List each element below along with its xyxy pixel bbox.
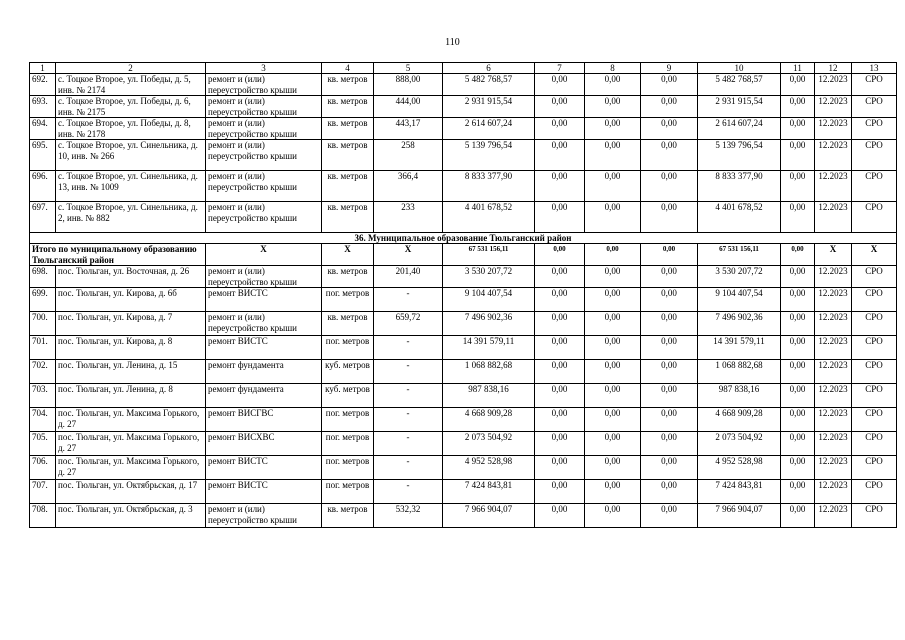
- quantity-cell: 258: [374, 140, 443, 171]
- unit-cell: куб. метров: [322, 360, 374, 384]
- total-cost-cell: 1 068 882,68: [443, 360, 535, 384]
- cost-cell: 4 952 528,98: [698, 456, 781, 480]
- table-row: [30, 480, 897, 504]
- cost-cell: 0,00: [641, 360, 698, 384]
- total-cost-cell: 5 139 796,54: [443, 140, 535, 171]
- cost-cell: 0,00: [641, 480, 698, 504]
- cost-cell: 1 068 882,68: [698, 360, 781, 384]
- cost-cell: 0,00: [585, 384, 641, 408]
- cost-cell: 0,00: [641, 96, 698, 118]
- cost-cell: 0,00: [535, 266, 585, 288]
- cost-cell: 0,00: [781, 288, 815, 312]
- cost-cell: 0,00: [641, 504, 698, 528]
- row-number: 704.: [30, 408, 56, 432]
- cost-cell: 2 931 915,54: [698, 96, 781, 118]
- total-cell: 67 531 156,11: [443, 244, 535, 266]
- cost-cell: 0,00: [585, 504, 641, 528]
- cost-cell: 0,00: [585, 171, 641, 202]
- row-number: 706.: [30, 456, 56, 480]
- cost-cell: 0,00: [641, 456, 698, 480]
- cost-cell: 0,00: [585, 96, 641, 118]
- work-type-cell: ремонт и (или) переустройство крыши: [206, 202, 322, 233]
- cost-cell: 0,00: [585, 456, 641, 480]
- cost-cell: 0,00: [535, 360, 585, 384]
- quantity-cell: -: [374, 432, 443, 456]
- cost-cell: 0,00: [781, 96, 815, 118]
- cost-cell: 2 614 607,24: [698, 118, 781, 140]
- total-cost-cell: 2 931 915,54: [443, 96, 535, 118]
- quantity-cell: -: [374, 288, 443, 312]
- table-row: [30, 74, 897, 96]
- row-number: 694.: [30, 118, 56, 140]
- cost-cell: 0,00: [641, 118, 698, 140]
- address-cell: пос. Тюльган, ул. Восточная, д. 26: [56, 266, 206, 288]
- row-number: 707.: [30, 480, 56, 504]
- deadline-cell: 12.2023: [815, 432, 852, 456]
- quantity-cell: 888,00: [374, 74, 443, 96]
- cost-cell: 0,00: [781, 202, 815, 233]
- cost-cell: 0,00: [535, 408, 585, 432]
- deadline-cell: 12.2023: [815, 336, 852, 360]
- unit-cell: кв. метров: [322, 312, 374, 336]
- cost-cell: 0,00: [641, 171, 698, 202]
- row-number: 703.: [30, 384, 56, 408]
- deadline-cell: 12.2023: [815, 266, 852, 288]
- work-type-cell: ремонт фундамента: [206, 384, 322, 408]
- total-cost-cell: 7 966 904,07: [443, 504, 535, 528]
- deadline-cell: 12.2023: [815, 480, 852, 504]
- cost-cell: 0,00: [535, 504, 585, 528]
- total-cost-cell: 4 401 678,52: [443, 202, 535, 233]
- cost-cell: 0,00: [585, 140, 641, 171]
- row-number: 692.: [30, 74, 56, 96]
- row-number: 693.: [30, 96, 56, 118]
- quantity-cell: 201,40: [374, 266, 443, 288]
- method-cell: СРО: [852, 504, 897, 528]
- cost-cell: 0,00: [535, 480, 585, 504]
- cost-cell: 0,00: [781, 312, 815, 336]
- row-number: 708.: [30, 504, 56, 528]
- address-cell: пос. Тюльган, ул. Максима Горького, д. 27: [56, 408, 206, 432]
- unit-cell: пог. метров: [322, 288, 374, 312]
- total-cost-cell: 987 838,16: [443, 384, 535, 408]
- table-row: [30, 202, 897, 233]
- cost-cell: 0,00: [781, 266, 815, 288]
- unit-cell: пог. метров: [322, 432, 374, 456]
- cost-cell: 0,00: [641, 266, 698, 288]
- table-row: [30, 336, 897, 360]
- cost-cell: 14 391 579,11: [698, 336, 781, 360]
- cost-cell: 0,00: [585, 360, 641, 384]
- address-cell: с. Тоцкое Второе, ул. Победы, д. 8, инв. № 2178: [56, 118, 206, 140]
- total-cell: X: [374, 244, 443, 266]
- cost-cell: 0,00: [641, 336, 698, 360]
- row-number: 699.: [30, 288, 56, 312]
- method-cell: СРО: [852, 118, 897, 140]
- work-type-cell: ремонт и (или) переустройство крыши: [206, 118, 322, 140]
- address-cell: с. Тоцкое Второе, ул. Синельника, д. 2, инв. № 882: [56, 202, 206, 233]
- work-type-cell: ремонт фундамента: [206, 360, 322, 384]
- unit-cell: кв. метров: [322, 118, 374, 140]
- quantity-cell: 366,4: [374, 171, 443, 202]
- capital-repair-table: [29, 62, 897, 528]
- row-number: 698.: [30, 266, 56, 288]
- deadline-cell: 12.2023: [815, 504, 852, 528]
- cost-cell: 0,00: [585, 480, 641, 504]
- deadline-cell: 12.2023: [815, 456, 852, 480]
- page-number: 110: [445, 37, 460, 48]
- cost-cell: 0,00: [781, 384, 815, 408]
- table-row: [30, 408, 897, 432]
- cost-cell: 0,00: [535, 456, 585, 480]
- method-cell: СРО: [852, 140, 897, 171]
- cost-cell: 0,00: [535, 312, 585, 336]
- header-cell: 7: [535, 63, 585, 74]
- method-cell: СРО: [852, 74, 897, 96]
- cost-cell: 0,00: [535, 140, 585, 171]
- work-type-cell: ремонт ВИСТС: [206, 336, 322, 360]
- header-cell: 4: [322, 63, 374, 74]
- work-type-cell: ремонт и (или) переустройство крыши: [206, 96, 322, 118]
- unit-cell: куб. метров: [322, 384, 374, 408]
- cost-cell: 0,00: [535, 288, 585, 312]
- table-row: [30, 384, 897, 408]
- header-cell: 8: [585, 63, 641, 74]
- method-cell: СРО: [852, 202, 897, 233]
- method-cell: СРО: [852, 480, 897, 504]
- deadline-cell: 12.2023: [815, 360, 852, 384]
- row-number: 702.: [30, 360, 56, 384]
- quantity-cell: 659,72: [374, 312, 443, 336]
- work-type-cell: ремонт и (или) переустройство крыши: [206, 74, 322, 96]
- cost-cell: 4 668 909,28: [698, 408, 781, 432]
- quantity-cell: -: [374, 480, 443, 504]
- cost-cell: 0,00: [781, 456, 815, 480]
- header-cell: 6: [443, 63, 535, 74]
- address-cell: с. Тоцкое Второе, ул. Победы, д. 5, инв. № 2174: [56, 74, 206, 96]
- quantity-cell: -: [374, 408, 443, 432]
- total-cell: 0,00: [585, 244, 641, 266]
- unit-cell: пог. метров: [322, 456, 374, 480]
- address-cell: пос. Тюльган, ул. Октябрьская, д. 17: [56, 480, 206, 504]
- work-type-cell: ремонт и (или) переустройство крыши: [206, 266, 322, 288]
- work-type-cell: ремонт ВИСХВС: [206, 432, 322, 456]
- cost-cell: 0,00: [781, 140, 815, 171]
- work-type-cell: ремонт ВИСТС: [206, 456, 322, 480]
- quantity-cell: -: [374, 456, 443, 480]
- table-row: [30, 266, 897, 288]
- total-cell: 0,00: [641, 244, 698, 266]
- cost-cell: 0,00: [781, 74, 815, 96]
- deadline-cell: 12.2023: [815, 118, 852, 140]
- cost-cell: 0,00: [535, 202, 585, 233]
- quantity-cell: -: [374, 336, 443, 360]
- total-cost-cell: 14 391 579,11: [443, 336, 535, 360]
- total-cell: 0,00: [781, 244, 815, 266]
- total-cost-cell: 2 073 504,92: [443, 432, 535, 456]
- table-row: [30, 118, 897, 140]
- total-cost-cell: 5 482 768,57: [443, 74, 535, 96]
- cost-cell: 0,00: [641, 384, 698, 408]
- total-label: Итого по муниципальному образованию Тюльганский район: [30, 244, 206, 266]
- header-cell: 5: [374, 63, 443, 74]
- method-cell: СРО: [852, 432, 897, 456]
- address-cell: пос. Тюльган, ул. Максима Горького, д. 27: [56, 456, 206, 480]
- header-cell: 11: [781, 63, 815, 74]
- method-cell: СРО: [852, 288, 897, 312]
- cost-cell: 0,00: [641, 140, 698, 171]
- cost-cell: 0,00: [585, 202, 641, 233]
- cost-cell: 0,00: [781, 504, 815, 528]
- cost-cell: 5 482 768,57: [698, 74, 781, 96]
- cost-cell: 2 073 504,92: [698, 432, 781, 456]
- header-cell: 2: [56, 63, 206, 74]
- unit-cell: кв. метров: [322, 171, 374, 202]
- quantity-cell: 443,17: [374, 118, 443, 140]
- row-number: 697.: [30, 202, 56, 233]
- total-cost-cell: 4 668 909,28: [443, 408, 535, 432]
- method-cell: СРО: [852, 456, 897, 480]
- work-type-cell: ремонт и (или) переустройство крыши: [206, 504, 322, 528]
- total-cost-cell: 9 104 407,54: [443, 288, 535, 312]
- method-cell: СРО: [852, 171, 897, 202]
- deadline-cell: 12.2023: [815, 312, 852, 336]
- cost-cell: 0,00: [641, 202, 698, 233]
- cost-cell: 8 833 377,90: [698, 171, 781, 202]
- cost-cell: 0,00: [585, 288, 641, 312]
- cost-cell: 0,00: [781, 336, 815, 360]
- table-row: [30, 288, 897, 312]
- address-cell: с. Тоцкое Второе, ул. Победы, д. 6, инв. № 2175: [56, 96, 206, 118]
- table-row: [30, 312, 897, 336]
- cost-cell: 4 401 678,52: [698, 202, 781, 233]
- table-row: [30, 432, 897, 456]
- total-cell: X: [815, 244, 852, 266]
- method-cell: СРО: [852, 384, 897, 408]
- quantity-cell: 233: [374, 202, 443, 233]
- cost-cell: 7 966 904,07: [698, 504, 781, 528]
- quantity-cell: -: [374, 360, 443, 384]
- cost-cell: 0,00: [641, 432, 698, 456]
- method-cell: СРО: [852, 96, 897, 118]
- cost-cell: 7 424 843,81: [698, 480, 781, 504]
- cost-cell: 0,00: [535, 74, 585, 96]
- unit-cell: кв. метров: [322, 140, 374, 171]
- cost-cell: 9 104 407,54: [698, 288, 781, 312]
- address-cell: пос. Тюльган, ул. Максима Горького, д. 27: [56, 432, 206, 456]
- address-cell: с. Тоцкое Второе, ул. Синельника, д. 10, инв. № 266: [56, 140, 206, 171]
- cost-cell: 0,00: [585, 432, 641, 456]
- total-cost-cell: 7 424 843,81: [443, 480, 535, 504]
- row-number: 700.: [30, 312, 56, 336]
- table-row: [30, 171, 897, 202]
- cost-cell: 0,00: [641, 408, 698, 432]
- cost-cell: 0,00: [535, 432, 585, 456]
- table-body: [30, 63, 897, 528]
- deadline-cell: 12.2023: [815, 202, 852, 233]
- address-cell: пос. Тюльган, ул. Ленина, д. 8: [56, 384, 206, 408]
- total-cost-cell: 8 833 377,90: [443, 171, 535, 202]
- cost-cell: 0,00: [585, 408, 641, 432]
- table-row: [30, 360, 897, 384]
- cost-cell: 0,00: [585, 336, 641, 360]
- cost-cell: 0,00: [641, 74, 698, 96]
- address-cell: пос. Тюльган, ул. Кирова, д. 8: [56, 336, 206, 360]
- cost-cell: 0,00: [535, 118, 585, 140]
- table-row: [30, 96, 897, 118]
- cost-cell: 0,00: [781, 408, 815, 432]
- work-type-cell: ремонт ВИСТС: [206, 288, 322, 312]
- cost-cell: 0,00: [781, 118, 815, 140]
- deadline-cell: 12.2023: [815, 384, 852, 408]
- deadline-cell: 12.2023: [815, 171, 852, 202]
- unit-cell: пог. метров: [322, 408, 374, 432]
- cost-cell: 0,00: [641, 288, 698, 312]
- unit-cell: кв. метров: [322, 504, 374, 528]
- cost-cell: 0,00: [641, 312, 698, 336]
- row-number: 701.: [30, 336, 56, 360]
- work-type-cell: ремонт и (или) переустройство крыши: [206, 140, 322, 171]
- work-type-cell: ремонт ВИСГВС: [206, 408, 322, 432]
- row-number: 705.: [30, 432, 56, 456]
- row-number: 696.: [30, 171, 56, 202]
- cost-cell: 987 838,16: [698, 384, 781, 408]
- address-cell: с. Тоцкое Второе, ул. Синельника, д. 13, инв. № 1009: [56, 171, 206, 202]
- address-cell: пос. Тюльган, ул. Ленина, д. 15: [56, 360, 206, 384]
- column-number-header: [30, 63, 897, 74]
- cost-cell: 0,00: [535, 171, 585, 202]
- quantity-cell: -: [374, 384, 443, 408]
- method-cell: СРО: [852, 312, 897, 336]
- method-cell: СРО: [852, 336, 897, 360]
- total-cost-cell: 4 952 528,98: [443, 456, 535, 480]
- table-row: [30, 504, 897, 528]
- cost-cell: 7 496 902,36: [698, 312, 781, 336]
- total-cost-cell: 2 614 607,24: [443, 118, 535, 140]
- unit-cell: кв. метров: [322, 74, 374, 96]
- cost-cell: 0,00: [535, 336, 585, 360]
- table-row: [30, 140, 897, 171]
- total-cost-cell: 3 530 207,72: [443, 266, 535, 288]
- unit-cell: кв. метров: [322, 202, 374, 233]
- cost-cell: 0,00: [781, 480, 815, 504]
- cost-cell: 0,00: [781, 360, 815, 384]
- table-row: [30, 456, 897, 480]
- deadline-cell: 12.2023: [815, 408, 852, 432]
- address-cell: пос. Тюльган, ул. Октябрьская, д. 3: [56, 504, 206, 528]
- total-cell: X: [322, 244, 374, 266]
- cost-cell: 0,00: [585, 74, 641, 96]
- header-cell: 12: [815, 63, 852, 74]
- deadline-cell: 12.2023: [815, 140, 852, 171]
- work-type-cell: ремонт и (или) переустройство крыши: [206, 312, 322, 336]
- cost-cell: 3 530 207,72: [698, 266, 781, 288]
- unit-cell: кв. метров: [322, 96, 374, 118]
- cost-cell: 0,00: [585, 312, 641, 336]
- quantity-cell: 444,00: [374, 96, 443, 118]
- address-cell: пос. Тюльган, ул. Кирова, д. 7: [56, 312, 206, 336]
- unit-cell: кв. метров: [322, 266, 374, 288]
- row-number: 695.: [30, 140, 56, 171]
- cost-cell: 0,00: [781, 432, 815, 456]
- header-cell: 10: [698, 63, 781, 74]
- section-title: 36. Муниципальное образование Тюльганский район: [30, 233, 897, 244]
- header-cell: 9: [641, 63, 698, 74]
- municipal-total-row: [30, 244, 897, 266]
- cost-cell: 0,00: [535, 96, 585, 118]
- cost-cell: 5 139 796,54: [698, 140, 781, 171]
- address-cell: пос. Тюльган, ул. Кирова, д. 6б: [56, 288, 206, 312]
- cost-cell: 0,00: [585, 118, 641, 140]
- cost-cell: 0,00: [585, 266, 641, 288]
- unit-cell: пог. метров: [322, 480, 374, 504]
- deadline-cell: 12.2023: [815, 96, 852, 118]
- total-cell: 67 531 156,11: [698, 244, 781, 266]
- header-cell: 13: [852, 63, 897, 74]
- cost-cell: 0,00: [781, 171, 815, 202]
- work-type-cell: ремонт ВИСТС: [206, 480, 322, 504]
- method-cell: СРО: [852, 266, 897, 288]
- method-cell: СРО: [852, 360, 897, 384]
- section-heading-row: [30, 233, 897, 244]
- total-cost-cell: 7 496 902,36: [443, 312, 535, 336]
- deadline-cell: 12.2023: [815, 288, 852, 312]
- deadline-cell: 12.2023: [815, 74, 852, 96]
- work-type-cell: ремонт и (или) переустройство крыши: [206, 171, 322, 202]
- unit-cell: пог. метров: [322, 336, 374, 360]
- header-cell: 3: [206, 63, 322, 74]
- method-cell: СРО: [852, 408, 897, 432]
- cost-cell: 0,00: [535, 384, 585, 408]
- total-cell: X: [206, 244, 322, 266]
- header-cell: 1: [30, 63, 56, 74]
- total-cell: X: [852, 244, 897, 266]
- quantity-cell: 532,32: [374, 504, 443, 528]
- total-cell: 0,00: [535, 244, 585, 266]
